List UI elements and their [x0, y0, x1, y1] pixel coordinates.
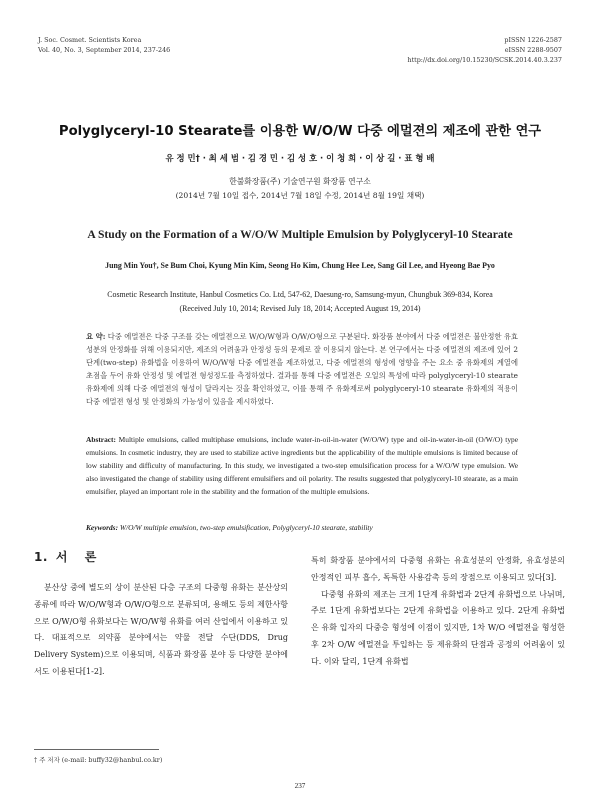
section-number: 1.: [34, 550, 48, 564]
body-right-paragraph-2: 다중형 유화의 제조는 크게 1단계 유화법과 2단계 유화법으로 나뉘며, 주로 1단계 유화법보다는 2단계 유화법을 이용하고 있다. 2단계 유화법은 유화 입자의 다중층 형성에 이점이 있지만, 1차 W/O 에멀젼을 형성한 후 2차 O/W 에멀젼을 투입하는 등 제유화의 단점과 공정의 어려움이 있다. 이와 달리, 1단계 유화법: [311, 589, 565, 666]
issn-header: [407, 35, 562, 65]
abstract-english: [86, 434, 518, 499]
journal-header: [38, 35, 170, 55]
section-heading: [34, 548, 97, 565]
keywords-label: Keywords:: [86, 523, 119, 532]
body-right-paragraph-1: 특히 화장품 분야에서의 다중형 유화는 유효성분의 안정화, 유효성분의 안정적인 피부 흡수, 독특한 사용감촉 등의 장점으로 이용되고 있다[3].: [311, 556, 565, 582]
page-number: 237: [294, 782, 306, 790]
footnote-rule: [34, 749, 159, 750]
keywords: [86, 523, 518, 532]
keywords-text: W/O/W multiple emulsion, two-step emulsification, Polyglyceryl-10 stearate, stability: [119, 523, 373, 532]
journal-name: J. Soc. Cosmet. Scientists Korea: [38, 36, 142, 44]
abstract-english-label: Abstract:: [86, 435, 116, 444]
affiliation-korean: 한불화장품(주) 기술연구원 화장품 연구소: [229, 177, 371, 186]
title-english: A Study on the Formation of a W/O/W Multiple Emulsion by Polyglyceryl-10 Stearate: [87, 228, 513, 241]
abstract-korean-text: 다중 에멀젼은 다중 구조를 갖는 에멀젼으로 W/O/W형과 O/W/O형으로 구분된다. 화장품 분야에서 다중 에멀젼은 불안정한 유효성분의 안정화를 위해 이용되지만, 제조의 어려움과 안정성 등의 문제로 잘 이용되지 않는다. 본 연구에서는 다중 에멀젼의 제조에 있어 2 단계(two-step) 유화법을 이용하여 W/O/W형 다중 에멀젼을 제조하였고, 다중 에멀젼의 형성에 영향을 주는 요소 중 유화제의 계열에 초점을 두어 유화 안정성 및 에멀젼 형성정도를 측정하였다. 결과를 통해 다중 에멀젼은 오일의 특성에 따라 polyglyceryl-10 stearate 유화제에 의해 다중 에멀젼의 형성이 달라지는 것을 확인하였고, 이를 통해 주 유화제로써 polyglyceryl-10 stearate 유화제의 적용이 다중 에멀젼 형성 및 안정화의 가능성이 있음을 제시하였다.: [86, 332, 518, 406]
pissn: pISSN 1226-2587: [504, 36, 562, 44]
title-korean: Polyglyceryl-10 Stearate를 이용한 W/O/W 다중 에멀젼의 제조에 관한 연구: [58, 124, 542, 139]
eissn: eISSN 2288-9507: [504, 46, 562, 54]
abstract-korean-label: 요 약:: [86, 332, 106, 341]
abstract-english-text: Multiple emulsions, called multiphase emulsions, include water-in-oil-in-water (W/O/W) type and oil-in-water-in-oil (O/W/O) type emulsions. In cosmetic industry, they are used to stabilize active ingredients but the applicability of the multiple emulsions is limited because of low stability and difficulty of manufacturing. In this study, we investigated a two-step emulsification process for a W/O/W type emulsion. We also investigated the change of stability using different emulsifiers and oil polarity. The results suggested that polyglyceryl-10 stearate, as a main emulsifier, played an important role in the stability and the formation of the multiple emulsions.: [86, 435, 518, 496]
authors-english: Jung Min You†, Se Bum Choi, Kyung Min Kim, Seong Ho Kim, Chung Hee Lee, Sang Gil Lee, and Hyeong Bae Pyo: [105, 261, 495, 270]
abstract-korean: [86, 330, 518, 408]
body-right-column: [311, 553, 565, 671]
dates-english: (Received July 10, 2014; Revised July 18, 2014; Accepted August 19, 2014): [179, 304, 421, 313]
section-title: 서 론: [55, 550, 97, 564]
body-left-column: 분산상 중에 별도의 상이 분산된 다층 구조의 다중형 유화는 분산상의 종류에 따라 W/O/W형과 O/W/O형으로 분류되며, 용해도 등의 제한사항으로 O/W/O형 유화보다는 W/O/W형 유화를 여러 산업에서 이용하고 있다. 대표적으로 의약품 분야에서는 약물 전달 수단(DDS, Drug Delivery System)으로 이용되며, 식품과 화장품 분야 등 다양한 분야에서도 이용된다[1-2].: [34, 583, 288, 676]
footnote: † 주 저자 (e-mail: buffy32@hanbul.co.kr): [34, 756, 163, 764]
dates-korean: (2014년 7월 10일 접수, 2014년 7월 18일 수정, 2014년 8월 19일 채택): [175, 191, 425, 200]
doi-link[interactable]: http://dx.doi.org/10.15230/SCSK.2014.40.3.237: [407, 56, 562, 64]
journal-volume: Vol. 40, No. 3, September 2014, 237-246: [38, 46, 171, 54]
authors-korean: 유 정 민† · 최 세 범 · 김 경 민 · 김 성 호 · 이 청 희 · 이 상 길 · 표 형 배: [165, 153, 435, 163]
affiliation-english: Cosmetic Research Institute, Hanbul Cosmetics Co. Ltd, 547-62, Daesung-ro, Samsung-myun, Chungbuk 369-834, Korea: [107, 290, 493, 299]
